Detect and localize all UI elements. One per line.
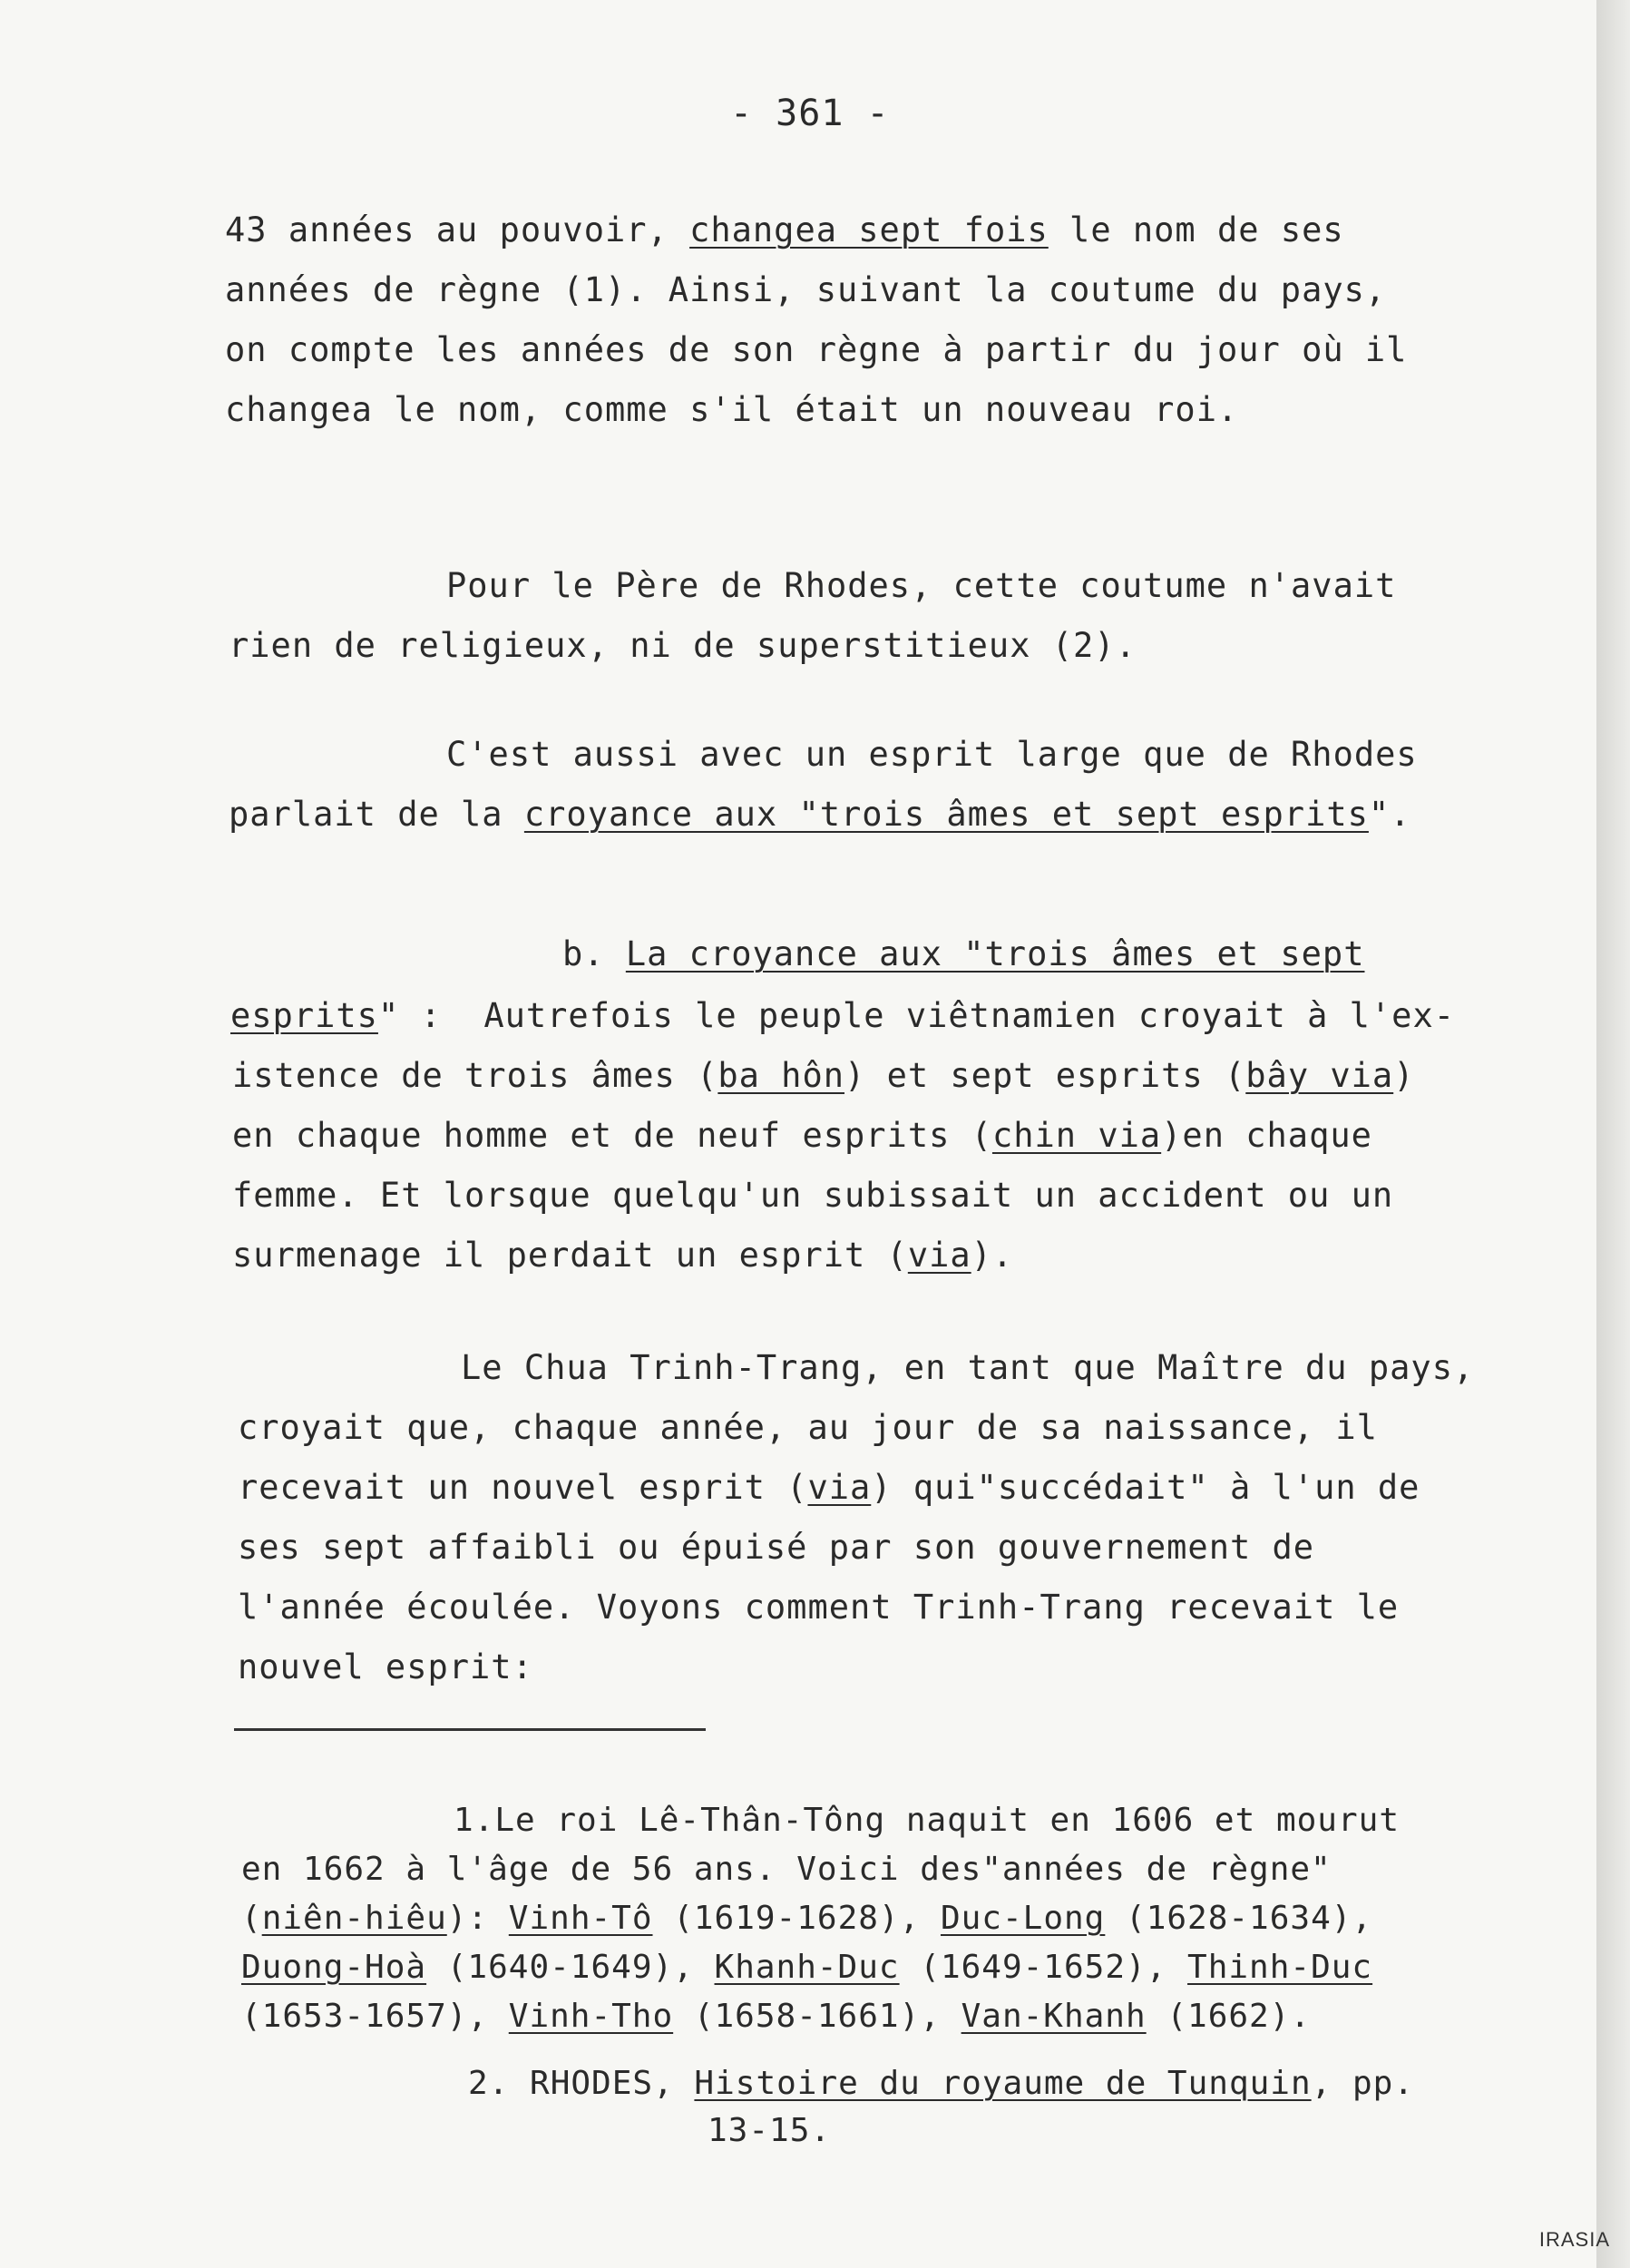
page-edge — [1596, 0, 1630, 2268]
footnote-1-line3: (niên-hiêu): Vinh-Tô (1619-1628), Duc-Long (1628-1634), — [241, 1900, 1373, 1937]
para4-line4: en chaque homme et de neuf esprits (chin via)en chaque — [232, 1116, 1372, 1155]
para5-line3: recevait un nouvel esprit (via) qui"succédait" à l'un de — [238, 1468, 1420, 1507]
para1-line3: on compte les années de son règne à partir du jour où il — [225, 330, 1408, 369]
para5-line4: ses sept affaibli ou épuisé par son gouvernement de — [238, 1528, 1315, 1567]
para4-line2: esprits" : Autrefois le peuple viêtnamien croyait à l'ex- — [230, 996, 1456, 1035]
para2-line2: rien de religieux, ni de superstitieux (2). — [229, 626, 1137, 665]
section-b-heading: b. La croyance aux "trois âmes et sept — [562, 934, 1365, 973]
page-number: - 361 - — [730, 93, 890, 134]
para1-line2: années de règne (1). Ainsi, suivant la coutume du pays, — [225, 270, 1387, 309]
para4-line3: istence de trois âmes (ba hôn) et sept esprits (bây via) — [232, 1056, 1415, 1095]
para4-line6: surmenage il perdait un esprit (via). — [232, 1236, 1014, 1275]
footnote-1-line2: en 1662 à l'âge de 56 ans. Voici des"années de règne" — [241, 1851, 1332, 1888]
para1-line4: changea le nom, comme s'il était un nouveau roi. — [225, 390, 1239, 429]
footnote-separator — [234, 1728, 706, 1731]
footnote-2-line1: 2. RHODES, Histoire du royaume de Tunquin, pp. — [468, 2065, 1415, 2102]
footnote-1-line4: Duong-Hoà (1640-1649), Khanh-Duc (1649-1652), Thinh-Duc — [241, 1949, 1373, 1986]
para5-line1: Le Chua Trinh-Trang, en tant que Maître du pays, — [461, 1348, 1475, 1387]
para1-line1: 43 années au pouvoir, changea sept fois le nom de ses — [225, 210, 1344, 249]
para5-line2: croyait que, chaque année, au jour de sa naissance, il — [238, 1408, 1378, 1447]
footnote-1-line5: (1653-1657), Vinh-Tho (1658-1661), Van-Khanh (1662). — [241, 1998, 1312, 2035]
footnote-2-line2: 13-15. — [708, 2112, 832, 2149]
para5-line6: nouvel esprit: — [238, 1647, 533, 1686]
para3-line2: parlait de la croyance aux "trois âmes et sept esprits". — [229, 795, 1411, 834]
para3-line1: C'est aussi avec un esprit large que de Rhodes — [446, 735, 1418, 774]
watermark: IRASIA — [1538, 2228, 1610, 2251]
para5-line5: l'année écoulée. Voyons comment Trinh-Trang recevait le — [238, 1588, 1400, 1627]
para2-line1: Pour le Père de Rhodes, cette coutume n'avait — [446, 566, 1397, 605]
para4-line5: femme. Et lorsque quelqu'un subissait un accident ou un — [232, 1176, 1394, 1215]
footnote-1-line1: 1.Le roi Lê-Thân-Tông naquit en 1606 et mourut — [454, 1802, 1400, 1839]
